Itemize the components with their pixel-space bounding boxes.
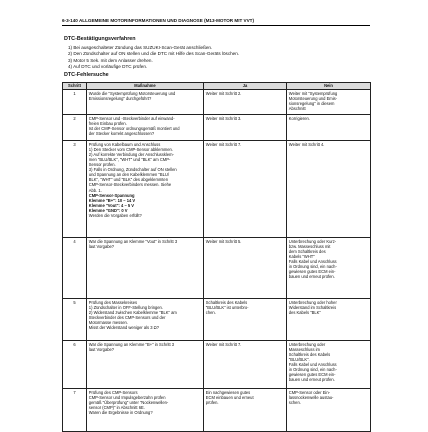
yes-cell (204, 341, 287, 389)
no-line: Kabels "WHT" (288, 253, 315, 259)
action-line: Motormasse messen. (88, 320, 128, 326)
yes-cell (204, 115, 287, 141)
action-question: Werden die Vorgaben erfüllt? (88, 213, 142, 218)
no-line: bauen und erneut prüfen. (288, 377, 335, 383)
confirmation-steps (68, 45, 239, 71)
action-line: Misst der Widerstand weniger als 3 Ω? (88, 325, 159, 331)
action-line: War die Spannung an Klemme "B+" in Schritt 3 (88, 341, 175, 347)
action-line: und Spannung an den Kabelklemmen "BLU/ (88, 172, 169, 178)
no-line: Masseschluss im (288, 346, 320, 352)
action-line: men "BLU/BLK", "WHT" und "BLK" am CMP- (88, 156, 171, 162)
header-yes: Ja (204, 83, 287, 90)
table-row (63, 389, 371, 432)
troubleshooting-table (62, 82, 371, 432)
action-line: Prüfung des Massekreises (88, 299, 138, 305)
no-line: in Ordnung sind, ein nach- (288, 367, 337, 373)
yes-cell (204, 141, 287, 238)
action-cell (87, 90, 204, 115)
header-no: Nein (287, 83, 371, 90)
action-line: laut Vorgabe? (88, 346, 115, 352)
yes-cell (204, 90, 287, 115)
yes-line: Weiter mit Schritt 7. (205, 141, 242, 147)
action-cell (87, 141, 204, 238)
yes-cell (204, 238, 287, 299)
action-line: Waren die Ergebnisse in Ordnung? (88, 410, 153, 416)
no-line: Motorsteuerung und Emis- (288, 95, 338, 101)
no-line: des Kabels "BLK" (288, 309, 321, 315)
spec-value: Klemme "Vout": 4 – 5 V (88, 202, 135, 208)
table-row (63, 238, 371, 299)
action-line: CMP-Sensor und Impulsgeberzahn prüfen (88, 394, 166, 400)
no-line: "BLU/BLK". (288, 356, 310, 362)
table-header-row (63, 83, 371, 90)
action-line: Sensor prüfen. (88, 162, 116, 168)
no-line: schen. (288, 399, 301, 405)
no-line: Unterbrechung oder (288, 341, 326, 347)
table-row (63, 341, 371, 389)
yes-line: Weiter mit Schritt 7. (205, 341, 242, 347)
yes-line: "BLU/BLK" ist unterbro- (205, 304, 249, 310)
step-number: 6 (63, 341, 87, 389)
action-line: 2) Widerstand zwischen Kabelklemme "BLK" am (88, 309, 177, 315)
no-line: Schaltkreis des Kabels (288, 351, 331, 357)
no-line: Falls Kabel und Anschluss (288, 362, 337, 368)
action-cell (87, 238, 204, 299)
action-line: Prüfung von Kabelbaum und Anschluss (88, 141, 161, 147)
step-number: 7 (63, 389, 87, 432)
action-cell (87, 115, 204, 141)
no-line: gewiesen gutes ECM ein- (288, 372, 336, 378)
confirmation-step: 3) Motor 5 Sek. mit dem Anlasser drehen. (68, 57, 153, 63)
confirmation-title: DTC-Bestätigungsverfahren (64, 36, 136, 42)
yes-line: Schaltkreis des Kabels (205, 299, 248, 305)
action-line: Prüfung des CMP-Sensors (88, 389, 138, 395)
no-line: Unterbrechung oder Kurz- (288, 238, 337, 244)
yes-cell (204, 299, 287, 341)
step-number: 5 (63, 299, 87, 341)
action-line: BLK", "WHT" und "BLK" des abgeklemmten (88, 177, 168, 183)
action-line: Abb. 1. (88, 187, 102, 193)
no-cell (287, 389, 371, 432)
no-line: sionsregelung" in diesem (288, 100, 335, 106)
action-line: sensor (CMP)" in Abschnitt 6E. (88, 404, 145, 410)
header-action: Maßnahme (87, 83, 204, 90)
action-line: gemäß "Überprüfung" unter "Nockenwellen- (88, 399, 169, 405)
action-line: Emissionsregelung" durchgeführt? (88, 95, 152, 101)
yes-line: chen. (205, 309, 216, 315)
no-cell (287, 115, 371, 141)
spec-value: Klemme "GND": 0 V (88, 207, 128, 213)
yes-line: ECM einbauen und erneut (205, 394, 254, 400)
page-header: 6-3-140 ALLGEMEINE MOTORINFORMATIONEN UND DIAGNOSE (M13-MOTOR MIT VVT) (62, 16, 370, 26)
yes-line: Weiter mit Schritt 2. (205, 90, 242, 96)
step-number: 3 (63, 141, 87, 238)
action-line: Steckverbinder des CMP-Sensors und der (88, 314, 166, 320)
table-row (63, 115, 371, 141)
no-line: Weiter mit Schritt 4. (288, 141, 325, 147)
confirmation-step: 1) Bei ausgeschalteter Zündung das SUZUKI-Scan-Gerät anschließen. (68, 45, 213, 50)
action-line: 3) Falls in Ordnung, Zündschalter auf ON stellen (88, 167, 177, 173)
action-line: 1) Zündschalter in OFF-Stellung bringen. (88, 304, 163, 310)
step-number: 2 (63, 115, 87, 141)
no-cell (287, 341, 371, 389)
no-cell (287, 90, 371, 115)
header-step: Schritt (63, 83, 87, 90)
yes-line: Weiter mit Schritt 3. (205, 115, 242, 121)
action-line: 1) Den Stecker vom CMP-Sensor abklemmen. (88, 146, 173, 152)
step-number: 1 (63, 90, 87, 115)
no-line: Korrigieren. (288, 115, 310, 121)
no-line: Falls Kabel und Anschluss (288, 259, 337, 265)
no-line: gewiesen gutes ECM ein- (288, 269, 336, 275)
table-body (63, 90, 371, 432)
confirmation-step: 2) Den Zündschalter auf ON stellen und die DTC mit Hilfe des Scan-Geräts löschen. (68, 51, 240, 57)
no-line: bauen und erneut prüfen. (288, 274, 335, 280)
yes-line: prüfen. (205, 399, 219, 405)
step-number: 4 (63, 238, 87, 299)
action-line: freien Einbau prüfen. (88, 120, 127, 126)
yes-cell (204, 389, 287, 432)
action-cell (87, 299, 204, 341)
action-line: CMP-Sensor-Steckverbinders messen. Siehe (88, 182, 172, 188)
no-line: Unterbrechung oder hoher (288, 299, 337, 305)
no-line: CMP-Sensor oder Ein- (288, 389, 330, 395)
table-row (63, 90, 371, 115)
no-line: Widerstand im Schaltkreis (288, 304, 337, 310)
no-line: lassnockenwelle austau- (288, 394, 334, 400)
confirmation-step: 4) Auf DTC und vorläufige DTC prüfen. (68, 64, 148, 70)
yes-line: Weiter mit Schritt 5. (205, 238, 242, 244)
action-line: laut Vorgabe? (88, 243, 115, 249)
action-cell (87, 389, 204, 432)
no-cell (287, 238, 371, 299)
no-line: Abschnitt (288, 105, 306, 111)
no-line: Weiter mit "Systemprüfung (288, 90, 338, 96)
no-cell (287, 299, 371, 341)
spec-value: Klemme "B+": 10 – 14 V (88, 197, 136, 203)
action-line: Ist der CMP-Sensor ordnungsgemäß montiert und (88, 125, 180, 131)
no-line: in Ordnung sind, ein nach- (288, 264, 337, 270)
action-cell (87, 341, 204, 389)
action-line: 2) Auf korrekte Verbindung der Anschlussklem- (88, 151, 174, 157)
action-line: Wurde die "Systemprüfung Motorsteuerung und (88, 90, 176, 96)
action-line: der Stecker korrekt angeschlossen? (88, 130, 155, 136)
no-cell (287, 141, 371, 238)
table-row (63, 299, 371, 341)
table-row (63, 141, 371, 238)
no-line: bzw. Masseschluss mit (288, 243, 331, 249)
yes-line: Ein nachgewiesen gutes (205, 389, 251, 395)
troubleshooting-title: DTC-Fehlersuche (64, 72, 109, 78)
action-line: CMP-Sensor und -Steckverbinder auf einwand- (88, 115, 175, 121)
action-line: War die Spannung an Klemme "Vout" in Schritt 3 (88, 238, 178, 244)
no-line: dem Schaltkreis des (288, 248, 326, 254)
spec-title: CMP-Sensor-Spannung (88, 192, 135, 198)
